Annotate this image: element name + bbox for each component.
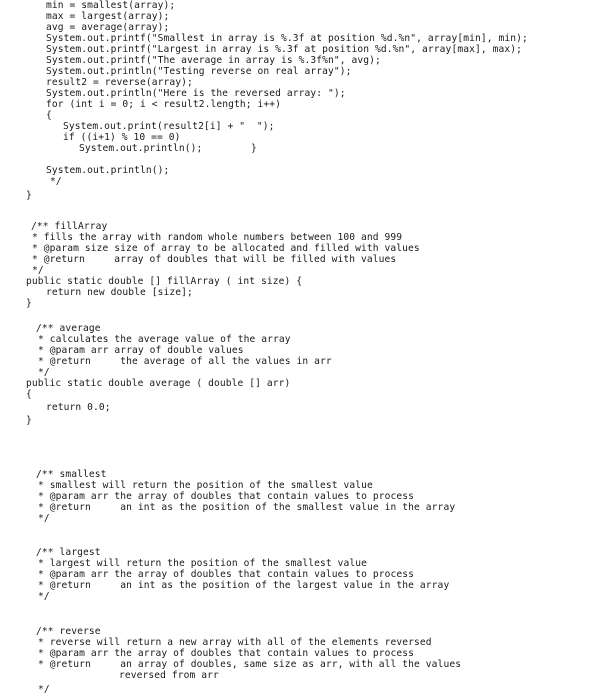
code-line: * reverse will return a new array with all of the elements reversed bbox=[38, 637, 432, 648]
code-line: for (int i = 0; i < result2.length; i++) bbox=[46, 99, 282, 110]
code-line: * calculates the average value of the array bbox=[38, 334, 291, 345]
code-line: min = smallest(array); bbox=[46, 0, 176, 11]
code-line: } bbox=[26, 298, 32, 309]
code-line: * @param size size of array to be allocated and filled with values bbox=[32, 243, 420, 254]
code-line: * @return an int as the position of the smallest value in the array bbox=[38, 502, 456, 513]
code-line: if ((i+1) % 10 == 0) bbox=[63, 132, 181, 143]
code-line: public static double [] fillArray ( int size) { bbox=[26, 276, 303, 287]
code-line: /** largest bbox=[36, 547, 101, 558]
code-line: * largest will return the position of the smallest value bbox=[38, 558, 368, 569]
code-line: } bbox=[26, 190, 32, 201]
code-line: * @return the average of all the values in arr bbox=[38, 356, 332, 367]
code-line: */ bbox=[38, 591, 50, 602]
code-line: /** average bbox=[36, 323, 101, 334]
code-line: System.out.println("Here is the reversed array: "); bbox=[46, 88, 346, 99]
code-line: * @param arr array of double values bbox=[38, 345, 244, 356]
code-line: avg = average(array); bbox=[46, 22, 170, 33]
code-line: return new double [size]; bbox=[46, 287, 193, 298]
code-line: } bbox=[26, 415, 32, 426]
code-line: * @param arr the array of doubles that contain values to process bbox=[38, 569, 415, 580]
code-line: /** smallest bbox=[36, 469, 107, 480]
code-line: */ bbox=[38, 684, 50, 695]
code-line: System.out.printf("The average in array is %.3f%n", avg); bbox=[46, 55, 381, 66]
code-line: * @param arr the array of doubles that contain values to process bbox=[38, 648, 415, 659]
code-line: System.out.println(); bbox=[79, 143, 203, 154]
code-line: { bbox=[26, 389, 32, 400]
code-line: * @param arr the array of doubles that contain values to process bbox=[38, 491, 415, 502]
code-line: */ bbox=[38, 367, 50, 378]
code-line: System.out.printf("Largest in array is %.3f at position %d.%n", array[max], max); bbox=[46, 44, 522, 55]
code-line: */ bbox=[38, 513, 50, 524]
code-line: System.out.println("Testing reverse on real array"); bbox=[46, 66, 352, 77]
code-line: max = largest(array); bbox=[46, 11, 170, 22]
code-line: { bbox=[46, 110, 52, 121]
code-line: System.out.printf("Smallest in array is %.3f at position %d.%n", array[min], min); bbox=[46, 33, 528, 44]
code-line: */ bbox=[50, 176, 62, 187]
code-line: return 0.0; bbox=[46, 402, 111, 413]
code-line: public static double average ( double [] arr) bbox=[26, 378, 291, 389]
code-line: /** fillArray bbox=[31, 221, 108, 232]
code-line: System.out.println(); bbox=[46, 165, 170, 176]
code-line: */ bbox=[32, 265, 44, 276]
code-line: * fills the array with random whole numbers between 100 and 999 bbox=[32, 232, 403, 243]
code-line: result2 = reverse(array); bbox=[46, 77, 193, 88]
code-line: } bbox=[251, 143, 257, 154]
code-line: * @return an int as the position of the largest value in the array bbox=[38, 580, 450, 591]
code-line: * @return array of doubles that will be filled with values bbox=[32, 254, 397, 265]
code-line: * @return an array of doubles, same size as arr, with all the values bbox=[38, 659, 462, 670]
code-line: /** reverse bbox=[36, 626, 101, 637]
code-line: System.out.print(result2[i] + " "); bbox=[63, 121, 275, 132]
code-line: reversed from arr bbox=[119, 670, 219, 681]
code-line: * smallest will return the position of the smallest value bbox=[38, 480, 373, 491]
